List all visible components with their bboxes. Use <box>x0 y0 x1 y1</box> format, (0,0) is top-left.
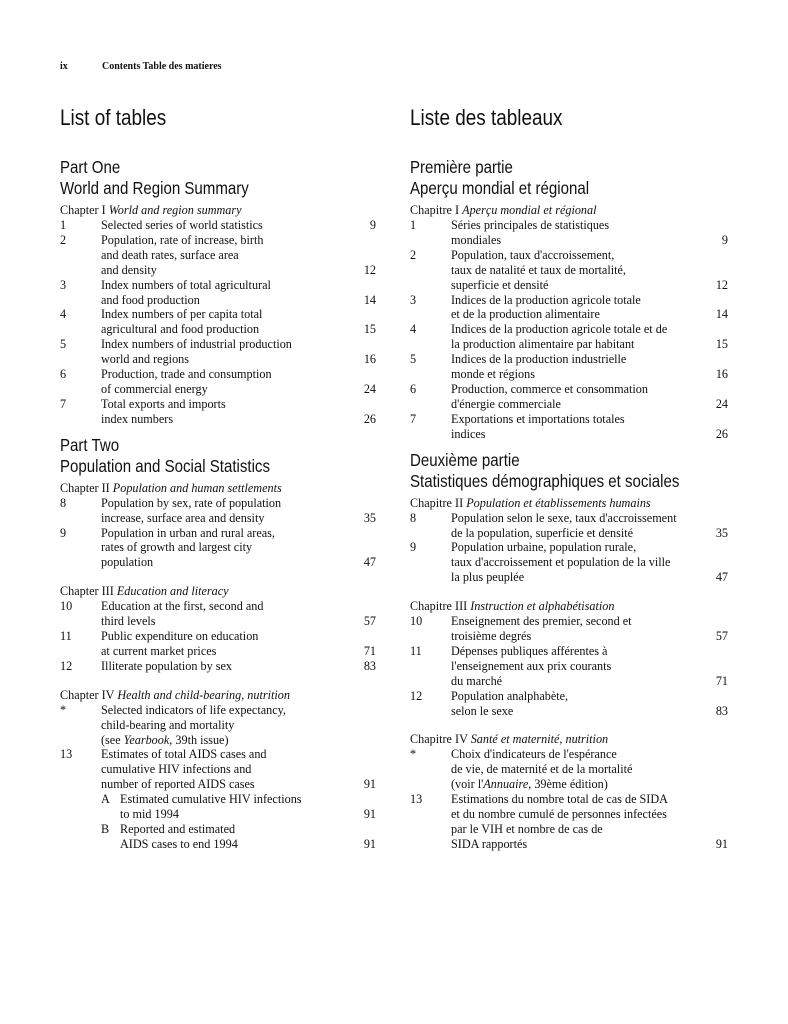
toc-entry <box>410 248 728 293</box>
page-ref: 12 <box>363 262 376 277</box>
entry-line: Indices de la production industrielle <box>451 352 627 367</box>
table-number: 13 <box>410 792 423 807</box>
table-number: 8 <box>410 510 417 525</box>
entry-line: SIDA rapportés <box>451 836 528 851</box>
entry-line: du marché <box>451 673 503 688</box>
toc-entry <box>410 644 728 689</box>
toc-entry <box>410 689 728 719</box>
table-number: 4 <box>60 307 67 322</box>
table-number: 12 <box>410 688 423 703</box>
entry-line: index numbers <box>101 411 174 426</box>
toc-entry <box>410 352 728 382</box>
chapter-heading <box>60 481 376 496</box>
entry-line: at current market prices <box>101 643 217 658</box>
entry-line: d'énergie commerciale <box>451 396 561 411</box>
chapter-label: Chapter III <box>60 584 114 599</box>
page-ref: 35 <box>363 510 376 525</box>
entry-line: superficie et densité <box>451 277 549 292</box>
part-label: Première partie <box>410 157 513 177</box>
toc-entry <box>410 412 728 442</box>
page-ref: 24 <box>715 396 728 411</box>
page-ref: 26 <box>363 411 376 426</box>
toc-entry <box>410 511 728 541</box>
entry-line: Public expenditure on education <box>101 629 259 644</box>
table-number: 9 <box>410 540 417 555</box>
entry-line: agricultural and food production <box>101 322 260 337</box>
entry-line: Population in urban and rural areas, <box>101 525 275 540</box>
entry-line: et de la production alimentaire <box>451 307 600 322</box>
chapter-label: Chapter II <box>60 480 110 495</box>
entry-line: Production, commerce et consommation <box>451 381 648 396</box>
toc-entry <box>60 599 376 629</box>
part-label: Deuxième partie <box>410 449 520 470</box>
entry-line: l'enseignement aux prix courants <box>451 658 612 673</box>
chapter-heading <box>410 599 728 614</box>
toc-entry <box>410 614 728 644</box>
chapter-title: Aperçu mondial et régional <box>462 203 597 217</box>
page-ref: 16 <box>363 352 376 367</box>
sub-letter: B <box>101 822 110 836</box>
page-ref: 71 <box>363 643 376 658</box>
table-number: 3 <box>60 277 67 292</box>
part-one-heading-en <box>60 157 332 199</box>
toc-list <box>410 511 728 586</box>
page-ref: 16 <box>715 367 728 382</box>
chapter-label: Chapter I <box>60 203 106 217</box>
toc-subentry <box>60 792 376 822</box>
entry-line: child-bearing and mortality <box>101 717 235 732</box>
page-ref: 57 <box>363 614 376 629</box>
toc-list <box>60 599 376 674</box>
entry-line: and death rates, surface area <box>101 247 239 262</box>
page-ref: 14 <box>363 292 376 307</box>
toc-entry <box>60 307 376 337</box>
entry-line: de la population, superficie et densité <box>451 525 634 540</box>
entry-line: Population urbaine, population rurale, <box>451 540 637 555</box>
page-number: ix <box>60 61 68 72</box>
table-number: 12 <box>60 658 73 673</box>
table-number: 1 <box>410 218 417 232</box>
table-number: 11 <box>60 629 72 644</box>
table-number: 7 <box>410 411 417 426</box>
toc-entry <box>410 293 728 323</box>
entry-line: Production, trade and consumption <box>101 367 272 382</box>
entry-line: Exportations et importations totales <box>451 411 625 426</box>
table-number: 2 <box>410 247 417 262</box>
toc-entry <box>60 337 376 367</box>
english-column <box>60 104 376 852</box>
entry-line: Indices de la production agricole totale et de <box>451 322 668 337</box>
toc-entry <box>410 382 728 412</box>
entry-line: la plus peuplée <box>451 570 525 585</box>
toc-list <box>60 496 376 571</box>
entry-line: Estimations du nombre total de cas de SIDA <box>451 792 668 807</box>
annuaire-reference: Annuaire <box>483 777 529 792</box>
entry-line: Index numbers of total agricultural <box>101 277 271 292</box>
entry-line: taux de natalité et taux de mortalité, <box>451 262 626 277</box>
page-ref: 15 <box>715 337 728 352</box>
chapter-title: Population and human settlements <box>112 480 282 495</box>
chapter-title: Population et établissements humains <box>466 495 651 510</box>
entry-line: Reported and estimated <box>120 822 236 836</box>
table-number: 13 <box>60 747 73 762</box>
table-number: 6 <box>60 367 67 382</box>
entry-line: (see Yearbook, 39th issue) <box>101 732 229 747</box>
toc-list <box>410 218 728 442</box>
part-title: Population and Social Statistics <box>60 455 270 476</box>
entry-line: to mid 1994 <box>120 807 179 822</box>
part-title: Statistiques démographiques et sociales <box>410 470 680 491</box>
page-ref: 26 <box>715 426 728 441</box>
toc-list <box>60 218 376 427</box>
part-two-heading-en <box>60 435 332 477</box>
entry-line: AIDS cases to end 1994 <box>120 836 238 851</box>
toc-entry <box>60 397 376 427</box>
entry-line: Population, rate of increase, birth <box>101 232 264 247</box>
page-ref: 91 <box>363 836 376 851</box>
toc-subentry <box>60 822 376 852</box>
entry-line: Population by sex, rate of population <box>101 495 282 510</box>
entry-line: et du nombre cumulé de personnes infectées <box>451 807 667 822</box>
page-ref: 35 <box>715 525 728 540</box>
entry-line: Indices de la production agricole totale <box>451 292 641 307</box>
entry-line: Population, taux d'accroissement, <box>451 247 615 262</box>
running-head-text: Contents Table des matieres <box>102 61 222 72</box>
list-title-fr: Liste des tableaux <box>410 105 563 130</box>
toc-entry <box>60 629 376 659</box>
page-ref: 24 <box>363 381 376 396</box>
toc-entry <box>410 747 728 792</box>
chapter-label: Chapitre IV <box>410 732 468 747</box>
table-number: 3 <box>410 292 417 307</box>
entry-line: number of reported AIDS cases <box>101 777 255 792</box>
toc-list <box>410 614 728 718</box>
entry-line: Index numbers of industrial production <box>101 337 292 352</box>
page-ref: 83 <box>363 658 376 673</box>
toc-entry <box>410 792 728 852</box>
list-title-en: List of tables <box>60 105 167 130</box>
entry-line: cumulative HIV infections and <box>101 762 252 777</box>
table-number: 10 <box>410 614 423 629</box>
entry-line: indices <box>451 426 486 441</box>
page-ref: 12 <box>715 277 728 292</box>
entry-line: Education at the first, second and <box>101 599 264 614</box>
chapter-heading <box>60 584 376 599</box>
page-ref: 91 <box>363 777 376 792</box>
toc-entry <box>60 659 376 674</box>
table-number: 6 <box>410 381 417 396</box>
entry-line: de vie, de maternité et de la mortalité <box>451 762 633 777</box>
entry-line: Enseignement des premier, second et <box>451 614 632 629</box>
page-ref: 71 <box>715 673 728 688</box>
toc-entry <box>60 278 376 308</box>
page-ref: 14 <box>715 307 728 322</box>
part-label: Part One <box>60 157 121 177</box>
chapter-title: Santé et maternité, nutrition <box>470 732 609 747</box>
toc-entry <box>410 540 728 585</box>
page-ref: 57 <box>715 629 728 644</box>
entry-line: mondiales <box>451 232 502 247</box>
table-number: 9 <box>60 525 67 540</box>
entry-line: Estimates of total AIDS cases and <box>101 747 267 762</box>
chapter-label: Chapitre II <box>410 495 464 510</box>
page-ref: 47 <box>363 555 376 570</box>
table-number: 10 <box>60 599 73 614</box>
entry-line: world and regions <box>101 352 190 367</box>
table-number: 8 <box>60 495 67 510</box>
table-number: 7 <box>60 396 67 411</box>
entry-line: of commercial energy <box>101 381 208 396</box>
table-number: 11 <box>410 643 422 658</box>
page-ref: 15 <box>363 322 376 337</box>
chapter-label: Chapitre III <box>410 599 468 614</box>
sub-letter: A <box>101 792 110 807</box>
entry-line: Total exports and imports <box>101 396 226 411</box>
chapter-label: Chapter IV <box>60 687 115 702</box>
entry-line: la production alimentaire par habitant <box>451 337 635 352</box>
entry-line: Index numbers of per capita total <box>101 307 263 322</box>
entry-line: Population analphabète, <box>451 688 569 703</box>
table-number: * <box>410 747 417 762</box>
chapter-label: Chapitre I <box>410 203 460 217</box>
chapter-title: Health and child-bearing, nutrition <box>117 687 290 702</box>
chapter-title: Education and literacy <box>116 584 229 599</box>
toc-entry <box>60 747 376 792</box>
toc-entry <box>60 703 376 748</box>
page-ref: 9 <box>721 232 728 247</box>
entry-line: troisième degrés <box>451 629 532 644</box>
page-ref: 47 <box>715 570 728 585</box>
entry-line: taux d'accroissement et population de la ville <box>451 555 671 570</box>
toc-entry <box>60 496 376 526</box>
chapter-heading <box>410 203 728 218</box>
entry-line: third levels <box>101 614 156 629</box>
page-ref: 83 <box>715 703 728 718</box>
entry-line: par le VIH et nombre de cas de <box>451 822 603 836</box>
page-ref: 91 <box>363 807 376 822</box>
entry-line: increase, surface area and density <box>101 510 265 525</box>
table-number: 5 <box>410 352 417 367</box>
entry-line: Estimated cumulative HIV infections <box>120 792 302 807</box>
table-number: * <box>60 702 67 717</box>
entry-line: Population selon le sexe, taux d'accroissement <box>451 510 677 525</box>
table-number: 1 <box>60 218 67 232</box>
entry-line: selon le sexe <box>451 703 514 718</box>
toc-entry <box>410 322 728 352</box>
part-label: Part Two <box>60 434 120 455</box>
part-one-heading-fr <box>410 157 683 199</box>
entry-line: rates of growth and largest city <box>101 540 253 555</box>
entry-line: monde et régions <box>451 367 535 382</box>
toc-entry <box>60 218 376 233</box>
page-ref: 9 <box>369 218 376 232</box>
chapter-title: Instruction et alphabétisation <box>470 599 615 614</box>
part-title: Aperçu mondial et régional <box>410 178 590 198</box>
part-title: World and Region Summary <box>60 178 249 198</box>
entry-line: and density <box>101 262 157 277</box>
toc-entry <box>410 218 728 248</box>
entry-line: Selected series of world statistics <box>101 218 263 232</box>
entry-line: population <box>101 555 154 570</box>
entry-line: and food production <box>101 292 200 307</box>
french-column <box>410 104 728 852</box>
entry-line: Choix d'indicateurs de l'espérance <box>451 747 617 762</box>
toc-entry <box>60 367 376 397</box>
table-number: 5 <box>60 337 67 352</box>
toc-entry <box>60 526 376 571</box>
toc-entry <box>60 233 376 278</box>
entry-line: (voir l'Annuaire, 39ème édition) <box>451 777 608 792</box>
chapter-heading <box>60 688 376 703</box>
table-number: 4 <box>410 322 417 337</box>
entry-line: Illiterate population by sex <box>101 658 232 673</box>
entry-line: Séries principales de statistiques <box>451 218 610 232</box>
entry-line: Dépenses publiques afférentes à <box>451 643 608 658</box>
chapter-title: World and region summary <box>108 203 242 217</box>
chapter-heading <box>60 203 376 218</box>
part-two-heading-fr <box>410 450 683 492</box>
running-head <box>60 61 222 72</box>
chapter-heading <box>410 732 728 747</box>
entry-line: Selected indicators of life expectancy, <box>101 702 286 717</box>
yearbook-reference: Yearbook <box>123 732 170 747</box>
table-number: 2 <box>60 232 67 247</box>
page-ref: 91 <box>715 836 728 851</box>
chapter-heading <box>410 496 728 511</box>
